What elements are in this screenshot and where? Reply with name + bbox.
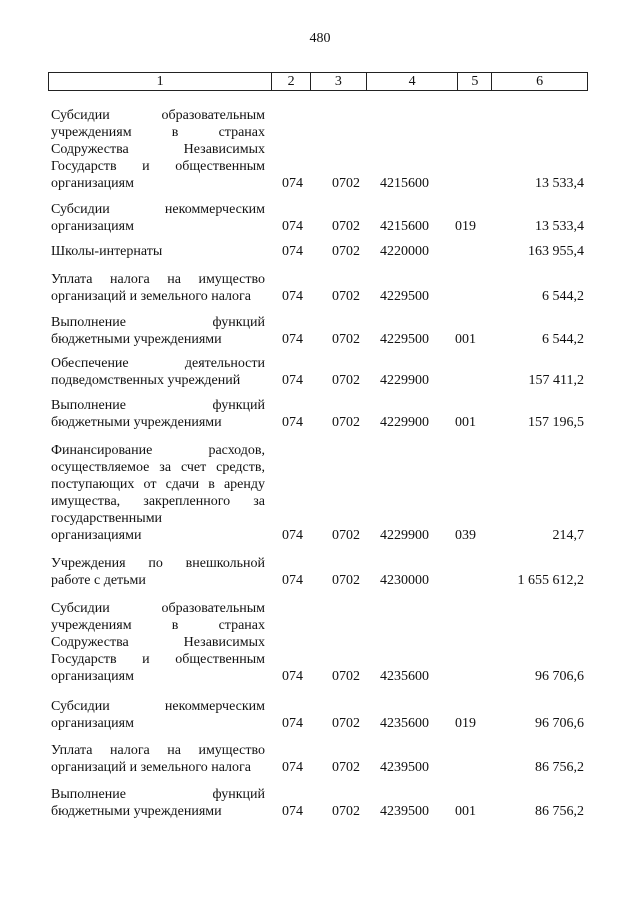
- target-code: 4220000: [380, 244, 429, 259]
- row-description: [51, 698, 265, 732]
- admin-code: 074: [282, 716, 303, 731]
- amount: 86 756,2: [535, 804, 584, 819]
- description-line: организациям: [51, 669, 134, 684]
- page-number: 480: [309, 31, 331, 46]
- admin-code: 074: [282, 669, 303, 684]
- description-line: работе с детьми: [51, 573, 146, 588]
- description-line: Выполнение функций: [51, 787, 265, 802]
- section-code: 0702: [332, 415, 360, 430]
- description-line: имущества, закрепленного за: [51, 494, 265, 509]
- target-code: 4229900: [380, 528, 429, 543]
- header-col-1: 1: [49, 73, 272, 90]
- target-code: 4229500: [380, 332, 429, 347]
- section-code: 0702: [332, 332, 360, 347]
- section-code: 0702: [332, 804, 360, 819]
- description-line: Обеспечение деятельности: [51, 356, 265, 371]
- header-col-5: 5: [458, 73, 492, 90]
- amount: 13 533,4: [535, 176, 584, 191]
- admin-code: 074: [282, 804, 303, 819]
- header-col-2: 2: [272, 73, 311, 90]
- description-line: учреждениям в странах: [51, 125, 265, 140]
- row-description: [51, 555, 265, 589]
- section-code: 0702: [332, 528, 360, 543]
- description-line: Субсидии образовательным: [51, 601, 265, 616]
- target-code: 4215600: [380, 176, 429, 191]
- section-code: 0702: [332, 760, 360, 775]
- amount: 86 756,2: [535, 760, 584, 775]
- target-code: 4229500: [380, 289, 429, 304]
- description-line: Выполнение функций: [51, 315, 265, 330]
- row-description: [51, 355, 265, 389]
- amount: 163 955,4: [528, 244, 584, 259]
- description-line: поступающих от сдачи в аренду: [51, 477, 265, 492]
- description-line: осуществляемое за счет средств,: [51, 460, 265, 475]
- amount: 96 706,6: [535, 669, 584, 684]
- description-line: Уплата налога на имущество: [51, 272, 265, 287]
- target-code: 4235600: [380, 716, 429, 731]
- description-line: Субсидии образовательным: [51, 108, 265, 123]
- expense-type-code: 039: [455, 528, 476, 543]
- admin-code: 074: [282, 244, 303, 259]
- section-code: 0702: [332, 669, 360, 684]
- amount: 6 544,2: [542, 332, 584, 347]
- target-code: 4239500: [380, 760, 429, 775]
- header-col-3: 3: [311, 73, 367, 90]
- header-col-6: 6: [536, 74, 544, 89]
- description-line: Государств и общественным: [51, 652, 265, 667]
- target-code: 4229900: [380, 415, 429, 430]
- amount: 214,7: [552, 528, 584, 543]
- description-line: Субсидии некоммерческим: [51, 699, 265, 714]
- description-line: подведомственных учреждений: [51, 373, 241, 388]
- description-line: бюджетными учреждениями: [51, 804, 222, 819]
- amount: 6 544,2: [542, 289, 584, 304]
- section-code: 0702: [332, 373, 360, 388]
- target-code: 4239500: [380, 804, 429, 819]
- description-line: Уплата налога на имущество: [51, 743, 265, 758]
- header-col-4: 4: [367, 73, 459, 90]
- description-line: организациям: [51, 176, 134, 191]
- row-description: [51, 243, 265, 260]
- admin-code: 074: [282, 573, 303, 588]
- admin-code: 074: [282, 176, 303, 191]
- admin-code: 074: [282, 332, 303, 347]
- row-description: [51, 742, 265, 776]
- description-line: организациям: [51, 716, 134, 731]
- row-description: [51, 442, 265, 544]
- description-line: государственными: [51, 511, 163, 526]
- section-code: 0702: [332, 244, 360, 259]
- amount: 157 411,2: [528, 373, 584, 388]
- section-code: 0702: [332, 289, 360, 304]
- section-code: 0702: [332, 573, 360, 588]
- description-line: бюджетными учреждениями: [51, 332, 222, 347]
- target-code: 4229900: [380, 373, 429, 388]
- admin-code: 074: [282, 528, 303, 543]
- amount: 13 533,4: [535, 219, 584, 234]
- expense-type-code: 019: [455, 219, 476, 234]
- expense-type-code: 001: [455, 332, 476, 347]
- row-description: [51, 201, 265, 235]
- admin-code: 074: [282, 760, 303, 775]
- table-header: [48, 72, 588, 91]
- description-line: Учреждения по внешкольной: [51, 556, 265, 571]
- admin-code: 074: [282, 373, 303, 388]
- admin-code: 074: [282, 415, 303, 430]
- target-code: 4235600: [380, 669, 429, 684]
- target-code: 4230000: [380, 573, 429, 588]
- description-line: Школы-интернаты: [51, 244, 163, 259]
- section-code: 0702: [332, 219, 360, 234]
- description-line: организаций и земельного налога: [51, 289, 251, 304]
- description-line: учреждениям в странах: [51, 618, 265, 633]
- row-description: [51, 786, 265, 820]
- row-description: [51, 107, 265, 192]
- description-line: организациям: [51, 219, 134, 234]
- admin-code: 074: [282, 289, 303, 304]
- row-description: [51, 271, 265, 305]
- row-description: [51, 600, 265, 685]
- description-line: Выполнение функций: [51, 398, 265, 413]
- description-line: Государств и общественным: [51, 159, 265, 174]
- row-description: [51, 397, 265, 431]
- expense-type-code: 019: [455, 716, 476, 731]
- amount: 1 655 612,2: [517, 573, 584, 588]
- description-line: организаций и земельного налога: [51, 760, 251, 775]
- expense-type-code: 001: [455, 804, 476, 819]
- amount: 157 196,5: [528, 415, 584, 430]
- description-line: организациями: [51, 528, 142, 543]
- description-line: Содружества Независимых: [51, 142, 265, 157]
- description-line: Финансирование расходов,: [51, 443, 265, 458]
- row-description: [51, 314, 265, 348]
- target-code: 4215600: [380, 219, 429, 234]
- section-code: 0702: [332, 716, 360, 731]
- description-line: Субсидии некоммерческим: [51, 202, 265, 217]
- section-code: 0702: [332, 176, 360, 191]
- description-line: Содружества Независимых: [51, 635, 265, 650]
- expense-type-code: 001: [455, 415, 476, 430]
- admin-code: 074: [282, 219, 303, 234]
- amount: 96 706,6: [535, 716, 584, 731]
- description-line: бюджетными учреждениями: [51, 415, 222, 430]
